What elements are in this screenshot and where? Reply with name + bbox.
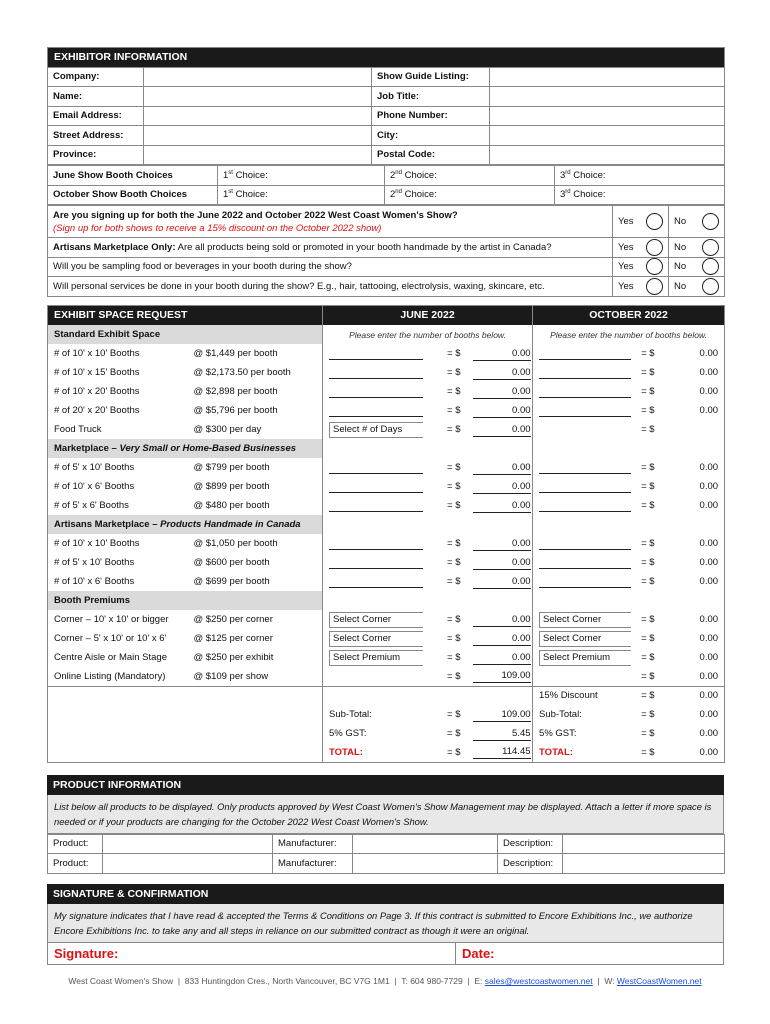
june-choice-1[interactable]: [218, 166, 385, 186]
question-personal-services: Will personal services be done in your booth during the show? E.g., hair, tattooing, electrolysis, waxing, skincare, etc.: [48, 277, 613, 297]
june-premium-select[interactable]: Select Premium: [329, 650, 423, 666]
question-both-shows-text: Are you signing up for both the June 2022 and October 2022 West Coast Women's Show?: [53, 209, 458, 221]
questions-table: [47, 205, 725, 297]
booth-row: [48, 401, 725, 420]
postal-label: Postal Code:: [372, 145, 490, 165]
online-listing-row: [48, 667, 725, 686]
row-label: # of 10' x 15' Booths: [54, 367, 140, 378]
booth-row: [48, 458, 725, 477]
eq-label: = $: [641, 670, 655, 682]
june-amount: 0.00: [473, 632, 531, 646]
eq-label: = $: [641, 576, 655, 587]
october-amount: 0.00: [699, 481, 719, 492]
date-field[interactable]: [456, 943, 723, 964]
october-booth-input[interactable]: [539, 366, 631, 379]
question-sampling: Will you be sampling food or beverages in your booth during the show?: [48, 257, 613, 277]
eq-label: = $: [447, 500, 461, 511]
choice-3-number: 3: [560, 169, 566, 181]
june-amount: 0.00: [473, 347, 531, 361]
october-amount: 0.00: [699, 670, 719, 682]
june-amount: 0.00: [473, 423, 531, 437]
no-label: No: [674, 241, 687, 253]
eq-label: = $: [447, 386, 461, 397]
footer-web-link[interactable]: WestCoastWomen.net: [616, 976, 702, 986]
phone-field[interactable]: [490, 106, 725, 126]
october-amount: 0.00: [699, 405, 719, 416]
booth-row: [48, 648, 725, 667]
name-field[interactable]: [144, 87, 372, 107]
eq-label: = $: [641, 633, 655, 644]
booth-row: [48, 629, 725, 648]
eq-label: = $: [447, 652, 461, 663]
october-booth-input[interactable]: [539, 537, 631, 550]
june-booth-input[interactable]: [329, 499, 423, 512]
choice-2-number: 2: [390, 189, 396, 201]
job-title-field[interactable]: [490, 87, 725, 107]
yes-label: Yes: [618, 241, 634, 253]
no-option-1[interactable]: [669, 206, 725, 238]
artisans-heading: [48, 515, 323, 534]
june-booth-input[interactable]: [329, 347, 423, 360]
october-total-label: TOTAL:: [533, 743, 631, 762]
question-artisans-text: Are all products being sold or promoted in your booth handmade by the artist in Canada?: [175, 241, 552, 253]
june-booth-input[interactable]: [329, 556, 423, 569]
october-choices-label: October Show Booth Choices: [48, 185, 218, 205]
choice-2-number: 2: [390, 169, 396, 181]
email-field[interactable]: [144, 106, 372, 126]
row-price: @ $699 per booth: [193, 576, 270, 587]
row-label: # of 5' x 10' Booths: [54, 557, 135, 568]
june-choice-2[interactable]: [385, 166, 555, 186]
manufacturer-label: Manufacturer:: [273, 854, 353, 874]
june-amount: 0.00: [473, 385, 531, 399]
choice-3-suffix: rd: [565, 169, 571, 176]
choice-word: Choice:: [232, 169, 268, 181]
manufacturer-field[interactable]: [353, 834, 498, 854]
eq-label: = $: [447, 633, 461, 644]
eq-label: = $: [447, 348, 461, 359]
june-booth-input[interactable]: [329, 404, 423, 417]
eq-label: = $: [641, 709, 655, 720]
manufacturer-field[interactable]: [353, 854, 498, 874]
choice-1-suffix: st: [228, 189, 233, 196]
product-table: [47, 834, 725, 874]
eq-label: = $: [641, 424, 655, 435]
october-subtotal-label: Sub-Total:: [533, 705, 631, 724]
choice-1-number: 1: [223, 189, 229, 201]
june-amount: 0.00: [473, 651, 531, 665]
october-amount: 0.00: [699, 576, 719, 587]
eq-label: = $: [641, 728, 655, 739]
footer-sep: |: [597, 976, 600, 986]
june-amount: 0.00: [473, 480, 531, 494]
street-field[interactable]: [144, 126, 372, 146]
row-price: @ $480 per booth: [193, 500, 270, 511]
row-price: @ $109 per show: [193, 670, 269, 682]
no-label: No: [674, 216, 687, 227]
exhibit-space-title: EXHIBIT SPACE REQUEST: [48, 305, 323, 325]
eq-label: = $: [641, 405, 655, 416]
october-booth-input[interactable]: [539, 461, 631, 474]
yes-radio[interactable]: [646, 278, 663, 295]
october-amount: 0.00: [699, 614, 719, 625]
product-label: Product:: [48, 834, 103, 854]
eq-label: = $: [447, 481, 461, 492]
october-booth-input[interactable]: [539, 385, 631, 398]
october-amount: 0.00: [699, 500, 719, 511]
choice-word: Choice:: [570, 169, 606, 181]
row-label: # of 5' x 10' Booths: [54, 462, 135, 473]
october-header: OCTOBER 2022: [533, 305, 725, 325]
eq-label: = $: [641, 500, 655, 511]
row-price: @ $1,449 per booth: [193, 348, 278, 359]
june-total: 114.45: [473, 745, 531, 759]
row-price: @ $1,050 per booth: [193, 538, 278, 549]
row-label: # of 10' x 10' Booths: [54, 538, 140, 549]
exhibitor-info-table: [47, 47, 725, 165]
row-label: # of 10' x 10' Booths: [54, 348, 140, 359]
product-info-title: PRODUCT INFORMATION: [47, 775, 724, 795]
row-label: Food Truck: [54, 424, 102, 435]
city-label: City:: [372, 126, 490, 146]
show-guide-label: Show Guide Listing:: [372, 67, 490, 87]
row-label: # of 10' x 6' Booths: [54, 576, 135, 587]
name-label: Name:: [48, 87, 144, 107]
footer-phone: T: 604 980-7729: [401, 976, 463, 986]
row-label: Online Listing (Mandatory): [54, 670, 166, 682]
eq-label: = $: [447, 746, 461, 758]
eq-label: = $: [641, 652, 655, 663]
exhibit-space-table: [47, 305, 725, 763]
eq-label: = $: [447, 367, 461, 378]
manufacturer-label: Manufacturer:: [273, 834, 353, 854]
row-label: # of 5' x 6' Booths: [54, 500, 129, 511]
discount-amount: 0.00: [661, 686, 725, 705]
booth-row: [48, 363, 725, 382]
no-label: No: [674, 280, 687, 292]
june-booth-input[interactable]: [329, 385, 423, 398]
signature-row: [47, 943, 724, 965]
yes-radio[interactable]: [646, 213, 663, 230]
no-radio[interactable]: [702, 239, 719, 256]
eq-label: = $: [447, 576, 461, 587]
eq-label: = $: [641, 614, 655, 625]
october-premium-select[interactable]: Select Corner: [539, 631, 631, 647]
no-option-2[interactable]: [669, 238, 725, 258]
eq-label: = $: [641, 746, 655, 758]
eq-label: = $: [447, 424, 461, 435]
question-artisans-bold: Artisans Marketplace Only:: [53, 241, 176, 253]
food-truck-row: [48, 420, 725, 439]
footer-sep: |: [467, 976, 470, 986]
june-amount: 109.00: [473, 669, 531, 683]
eq-label: = $: [447, 728, 461, 739]
artisans-heading-a: Artisans Marketplace –: [54, 519, 161, 530]
yes-label: Yes: [618, 261, 634, 273]
october-amount: 0.00: [699, 348, 719, 359]
october-gst-label: 5% GST:: [533, 724, 631, 743]
booth-row: [48, 572, 725, 591]
june-premium-select[interactable]: Select Corner: [329, 631, 423, 647]
june-amount: 0.00: [473, 556, 531, 570]
june-booth-input[interactable]: [329, 575, 423, 588]
no-option-4[interactable]: [669, 277, 725, 297]
description-label: Description:: [498, 854, 563, 874]
premiums-heading: Booth Premiums: [48, 591, 323, 610]
booth-row: [48, 534, 725, 553]
no-option-3[interactable]: [669, 257, 725, 277]
food-truck-days-select[interactable]: Select # of Days: [329, 422, 423, 438]
row-price: @ $600 per booth: [193, 557, 270, 568]
june-amount: 0.00: [473, 575, 531, 589]
eq-label: = $: [641, 481, 655, 492]
no-radio[interactable]: [702, 278, 719, 295]
yes-option-4[interactable]: [613, 277, 669, 297]
june-please-note: Please enter the number of booths below.: [323, 325, 533, 344]
june-choice-3[interactable]: [555, 166, 725, 186]
exhibitor-info-title: EXHIBITOR INFORMATION: [48, 48, 725, 68]
footer-sep: |: [177, 976, 181, 986]
june-amount: 0.00: [473, 404, 531, 418]
eq-label: = $: [641, 557, 655, 568]
booth-row: [48, 382, 725, 401]
marketplace-heading-b: Very Small or Home-Based Businesses: [119, 443, 297, 454]
signature-note: My signature indicates that I have read & accepted the Terms & Conditions on Page 3. If this contract is submitted to Encore Exhibitions Inc., we authorize Encore Exhibitions Inc. to take any and all steps in reliance on our submitted contract as though it were an original.: [47, 904, 724, 943]
choice-word: Choice:: [570, 189, 606, 201]
artisans-heading-b: Products Handmade in Canada: [160, 519, 301, 530]
choice-3-number: 3: [560, 189, 566, 201]
eq-label: = $: [641, 538, 655, 549]
footer-web-label: W:: [604, 976, 617, 986]
discount-label: 15% Discount: [533, 686, 631, 705]
eq-label: = $: [447, 614, 461, 625]
october-amount: 0.00: [699, 652, 719, 663]
october-booth-input[interactable]: [539, 404, 631, 417]
marketplace-heading: [48, 439, 323, 458]
description-field[interactable]: [563, 834, 725, 854]
june-header: JUNE 2022: [323, 305, 533, 325]
june-choices-label: June Show Booth Choices: [48, 166, 218, 186]
yes-radio[interactable]: [646, 258, 663, 275]
booth-row: [48, 344, 725, 363]
yes-option-1[interactable]: [613, 206, 669, 238]
question-both-shows-note: (Sign up for both shows to receive a 15% discount on the October 2022 show): [53, 222, 382, 234]
footer-sep: |: [394, 976, 397, 986]
booth-row: [48, 553, 725, 572]
row-price: @ $2,898 per booth: [193, 386, 278, 397]
october-total: 0.00: [699, 746, 719, 758]
standard-space-heading: Standard Exhibit Space: [48, 325, 323, 344]
choice-word: Choice:: [401, 189, 437, 201]
row-label: # of 20' x 20' Booths: [54, 405, 140, 416]
province-field[interactable]: [144, 145, 372, 165]
choice-2-suffix: nd: [395, 169, 402, 176]
signature-label: Signature:: [54, 945, 119, 961]
october-amount: 0.00: [699, 386, 719, 397]
row-price: @ $300 per day: [193, 424, 262, 435]
june-booth-input[interactable]: [329, 480, 423, 493]
october-premium-select[interactable]: Select Corner: [539, 612, 631, 628]
row-label: Corner – 5' x 10' or 10' x 6': [54, 633, 167, 644]
choice-2-suffix: nd: [395, 189, 402, 196]
row-price: @ $250 per exhibit: [193, 652, 274, 663]
row-label: Corner – 10' x 10' or bigger: [54, 614, 169, 625]
product-field[interactable]: [103, 854, 273, 874]
october-gst: 0.00: [699, 728, 719, 739]
october-booth-input[interactable]: [539, 347, 631, 360]
eq-label: = $: [447, 405, 461, 416]
company-field[interactable]: [144, 67, 372, 87]
footer-org: West Coast Women's Show: [68, 976, 174, 986]
october-choice-3[interactable]: [555, 185, 725, 205]
booth-row: [48, 610, 725, 629]
october-amount: 0.00: [699, 367, 719, 378]
october-booth-input[interactable]: [539, 575, 631, 588]
row-price: @ $899 per booth: [193, 481, 270, 492]
june-subtotal-label: Sub-Total:: [323, 705, 423, 724]
choice-3-suffix: rd: [565, 189, 571, 196]
october-amount: 0.00: [699, 538, 719, 549]
june-amount: 0.00: [473, 537, 531, 551]
question-both-shows: [48, 206, 613, 238]
product-label: Product:: [48, 854, 103, 874]
row-price: @ $250 per corner: [193, 614, 273, 625]
footer-email-label: E:: [474, 976, 485, 986]
october-amount: 0.00: [699, 462, 719, 473]
eq-label: = $: [641, 367, 655, 378]
october-choice-2[interactable]: [385, 185, 555, 205]
choice-word: Choice:: [232, 189, 268, 201]
row-price: @ $2,173.50 per booth: [193, 367, 291, 378]
yes-label: Yes: [618, 216, 634, 227]
yes-label: Yes: [618, 280, 634, 292]
footer: [0, 976, 770, 986]
choice-1-suffix: st: [228, 169, 233, 176]
eq-label: = $: [447, 670, 461, 682]
footer-address: 833 Huntingdon Cres., North Vancouver, BC V7G 1M1: [184, 976, 390, 986]
row-label: # of 10' x 6' Booths: [54, 481, 135, 492]
row-label: # of 10' x 20' Booths: [54, 386, 140, 397]
province-label: Province:: [48, 145, 144, 165]
job-title-label: Job Title:: [372, 87, 490, 107]
no-radio[interactable]: [702, 258, 719, 275]
june-gst: 5.45: [473, 727, 531, 741]
eq-label: = $: [447, 709, 461, 720]
june-total-label: TOTAL:: [323, 743, 423, 762]
october-premium-select[interactable]: Select Premium: [539, 650, 631, 666]
phone-label: Phone Number:: [372, 106, 490, 126]
choice-1-number: 1: [223, 169, 229, 181]
june-booth-input[interactable]: [329, 537, 423, 550]
june-booth-input[interactable]: [329, 366, 423, 379]
city-field[interactable]: [490, 126, 725, 146]
marketplace-heading-a: Marketplace –: [54, 443, 120, 454]
june-amount: 0.00: [473, 366, 531, 380]
signature-field[interactable]: [48, 943, 456, 964]
signature-title: SIGNATURE & CONFIRMATION: [47, 884, 724, 904]
june-amount: 0.00: [473, 613, 531, 627]
show-guide-field[interactable]: [490, 67, 725, 87]
october-amount: 0.00: [699, 557, 719, 568]
october-booth-input[interactable]: [539, 480, 631, 493]
yes-option-2[interactable]: [613, 238, 669, 258]
booth-choices-table: [47, 165, 725, 205]
no-radio[interactable]: [702, 213, 719, 230]
yes-radio[interactable]: [646, 239, 663, 256]
choice-word: Choice:: [401, 169, 437, 181]
june-gst-label: 5% GST:: [323, 724, 423, 743]
row-price: @ $125 per corner: [193, 633, 273, 644]
question-artisans: [48, 238, 613, 258]
street-label: Street Address:: [48, 126, 144, 146]
october-booth-input[interactable]: [539, 499, 631, 512]
product-field[interactable]: [103, 834, 273, 854]
eq-label: = $: [447, 557, 461, 568]
postal-field[interactable]: [490, 145, 725, 165]
june-amount: 0.00: [473, 461, 531, 475]
description-field[interactable]: [563, 854, 725, 874]
no-label: No: [674, 261, 687, 273]
eq-label: = $: [641, 386, 655, 397]
row-price: @ $799 per booth: [193, 462, 270, 473]
eq-label: = $: [631, 686, 661, 705]
company-label: Company:: [48, 67, 144, 87]
october-please-note: Please enter the number of booths below.: [533, 325, 725, 344]
eq-label: = $: [641, 348, 655, 359]
june-booth-input[interactable]: [329, 461, 423, 474]
eq-label: = $: [447, 462, 461, 473]
booth-row: [48, 477, 725, 496]
eq-label: = $: [641, 462, 655, 473]
october-subtotal: 0.00: [699, 709, 719, 720]
footer-email-link[interactable]: sales@westcoastwomen.net: [484, 976, 593, 986]
date-label: Date:: [462, 945, 495, 961]
booth-row: [48, 496, 725, 515]
october-choice-1[interactable]: [218, 185, 385, 205]
description-label: Description:: [498, 834, 563, 854]
yes-option-3[interactable]: [613, 257, 669, 277]
october-amount: 0.00: [699, 633, 719, 644]
eq-label: = $: [447, 538, 461, 549]
row-price: @ $5,796 per booth: [193, 405, 278, 416]
october-booth-input[interactable]: [539, 556, 631, 569]
product-info-note: List below all products to be displayed. Only products approved by West Coast Women's Show Management may be displayed. Attach a letter if more space is needed or if your products are changing for the October 2022 West Coast Women's Show.: [47, 795, 724, 834]
june-subtotal: 109.00: [473, 708, 531, 722]
june-premium-select[interactable]: Select Corner: [329, 612, 423, 628]
june-amount: 0.00: [473, 499, 531, 513]
row-label: Centre Aisle or Main Stage: [54, 652, 168, 663]
email-label: Email Address:: [48, 106, 144, 126]
